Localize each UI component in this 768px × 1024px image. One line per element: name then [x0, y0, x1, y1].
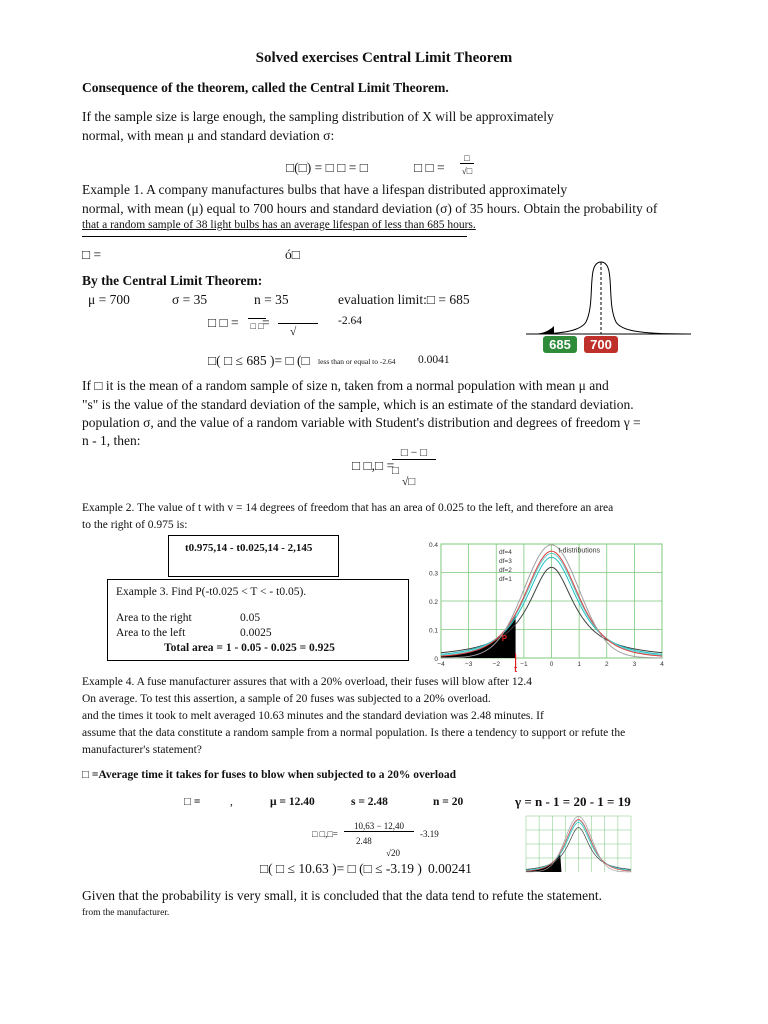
example4-line-3: and the times it took to melt averaged 10.63 minutes and the standard deviation was 2.48 minutes. If: [82, 710, 544, 722]
page-title: Solved exercises Central Limit Theorem: [255, 50, 513, 66]
example4-t-den2: √20: [386, 848, 400, 858]
example3-total: Total area = 1 - 0.05 - 0.025 = 0.925: [164, 642, 335, 654]
section-subtitle: Consequence of the theorem, called the Central Limit Theorem.: [82, 80, 449, 95]
example1-sigma: σ = 35: [172, 292, 208, 307]
y-tick-label: 0.4: [428, 542, 438, 549]
example2-line-1: Example 2. The value of t with v = 14 degrees of freedom that has an area of 0.025 to the left, and therefore an area: [82, 502, 614, 514]
legend-df-label: df=2: [499, 566, 512, 574]
example1-prob-small: less than or equal to -2.64: [318, 357, 396, 366]
conclusion-line-2: from the manufacturer.: [82, 908, 170, 918]
legend-df-label: df=1: [499, 575, 512, 583]
tdist-formula-den: □: [392, 465, 399, 477]
example4-line-4: assume that the data constitute a random sample from a normal population. Is there a tendency to support or refute the: [82, 727, 626, 739]
tdist-line-3: population σ, and the value of a random variable with Student's distribution and degrees of freedom γ =: [82, 415, 641, 430]
x-tick-label: −2: [492, 661, 500, 668]
example1-z-value: -2.64: [338, 315, 362, 327]
conclusion-line-1: Given that the probability is very small, it is concluded that the data tend to refute the statement.: [82, 888, 602, 903]
t-distribution-chart: [425, 538, 670, 672]
example2-answer-box: [168, 535, 339, 577]
legend-df-label: df=4: [499, 548, 512, 556]
tdist-formula-left: □ □,□ =: [352, 458, 395, 473]
example4-t-num: 10,63 − 12,40: [344, 821, 414, 832]
example4-mu: μ = 12.40: [270, 796, 315, 808]
y-tick-label: 0.2: [428, 599, 438, 606]
x-tick-label: 1: [577, 661, 581, 668]
example4-definition: □ =Average time it takes for fuses to blow when subjected to a 20% overload: [82, 769, 456, 781]
example4-line-2: On average. To test this assertion, a sample of 20 fuses was subjected to a 20% overload.: [82, 693, 491, 705]
example1-line-1: Example 1. A company manufactures bulbs that have a lifespan distributed approximately: [82, 182, 568, 197]
example4-t-left: □ □,□=: [312, 829, 338, 839]
x-tick-label: −1: [520, 661, 528, 668]
y-tick-label: 0: [434, 656, 438, 663]
bell-curve-figure: [526, 252, 696, 356]
example1-z-frac2-den: √: [290, 326, 297, 338]
example1-z-frac1-den: □ □: [250, 321, 264, 331]
intro-line-2: normal, with mean μ and standard deviation σ:: [82, 128, 335, 143]
example4-n: n = 20: [433, 796, 464, 808]
example1-z-eq: =: [262, 315, 270, 330]
example4-line-1: Example 4. A fuse manufacturer assures that with a 20% overload, their fuses will blow after 12.4: [82, 676, 532, 688]
example3-area-right-label: Area to the right: [116, 612, 192, 624]
example1-n: n = 35: [254, 292, 289, 307]
example1-given-right: ó□: [285, 247, 300, 262]
example1-line-3: that a random sample of 38 light bulbs has an average lifespan of less than 685 hours.: [82, 219, 476, 231]
intro-frac-num: □: [460, 153, 474, 164]
z-frac2-bar: [278, 323, 318, 324]
example1-z-left: □ □ =: [208, 315, 239, 330]
tdist-line-1: If □ it is the mean of a random sample of size n, taken from a normal population with mean μ and: [82, 378, 609, 393]
x-tick-label: −3: [464, 661, 473, 668]
example4-t-value: -3.19: [420, 829, 439, 839]
example4-prob-value: 0.00241: [428, 861, 472, 876]
x-tick-label: −4: [437, 661, 445, 668]
example4-s: s = 2.48: [351, 796, 388, 808]
example4-gamma: γ = n - 1 = 20 - 1 = 19: [515, 794, 631, 809]
example2-answer: t0.975,14 - t0.025,14 - 2,145: [185, 542, 313, 554]
example3-area-right-value: 0.05: [240, 612, 261, 624]
x-tick-label: 0: [549, 661, 554, 668]
t-label: t: [514, 664, 518, 672]
clt-heading: By the Central Limit Theorem:: [82, 273, 263, 288]
intro-line-1: If the sample size is large enough, the sampling distribution of X will be approximately: [82, 109, 554, 124]
tdist-line-4: n - 1, then:: [82, 433, 141, 448]
legend-df-label: df=3: [499, 557, 512, 565]
intro-formula-mean: □(□) = □ □ = □: [286, 160, 368, 175]
x-tick-label: 3: [632, 661, 637, 668]
legend-title: t-distributions: [558, 547, 601, 555]
example1-divider: [82, 236, 467, 237]
label-685: 685: [549, 337, 571, 352]
example3-box: [107, 579, 409, 661]
label-700: 700: [590, 337, 612, 352]
p-label: P: [501, 633, 508, 643]
tdist-line-2: "s" is the value of the standard deviation of the sample, which is an estimate of the standard deviation.: [82, 397, 634, 412]
tdist-formula-den2: √□: [402, 476, 416, 488]
example4-line-5: manufacturer's statement?: [82, 744, 202, 756]
example1-mu: μ = 700: [88, 292, 130, 307]
example4-t-den: 2.48: [356, 836, 372, 846]
example1-eval-limit: evaluation limit:□ = 685: [338, 292, 470, 307]
example1-prob-value: 0.0041: [418, 354, 450, 366]
example2-line-2: to the right of 0.975 is:: [82, 519, 188, 531]
example3-heading: Example 3. Find P(-t0.025 < T < - t0.05).: [116, 586, 307, 598]
example4-prob: □( □ ≤ 10.63 )= □ (□ ≤ -3.19 ): [260, 861, 422, 876]
example1-given: □ =: [82, 247, 102, 262]
y-tick-label: 0.3: [428, 570, 438, 578]
bell-curve-line: [531, 262, 686, 334]
example3-area-left-label: Area to the left: [116, 627, 186, 639]
intro-frac-den: √□: [461, 166, 473, 176]
tdist-formula-num: □ − □: [392, 447, 436, 460]
t-distribution-chart-small: [520, 812, 635, 878]
example4-given-x: □ =: [184, 796, 201, 808]
x-tick-label: 2: [604, 661, 609, 668]
example1-prob: □( □ ≤ 685 )= □ (□: [208, 353, 310, 368]
example3-area-left-value: 0.0025: [240, 627, 272, 639]
intro-formula-sd: □ □ =: [414, 160, 445, 175]
bell-curve-shaded-tail: [531, 326, 554, 334]
example1-line-2: normal, with mean (μ) equal to 700 hours and standard deviation (σ) of 35 hours. Obtain the probability of: [82, 201, 658, 216]
y-tick-label: 0.1: [428, 627, 438, 635]
example4-comma: ,: [230, 796, 233, 808]
x-tick-label: 4: [660, 661, 664, 668]
